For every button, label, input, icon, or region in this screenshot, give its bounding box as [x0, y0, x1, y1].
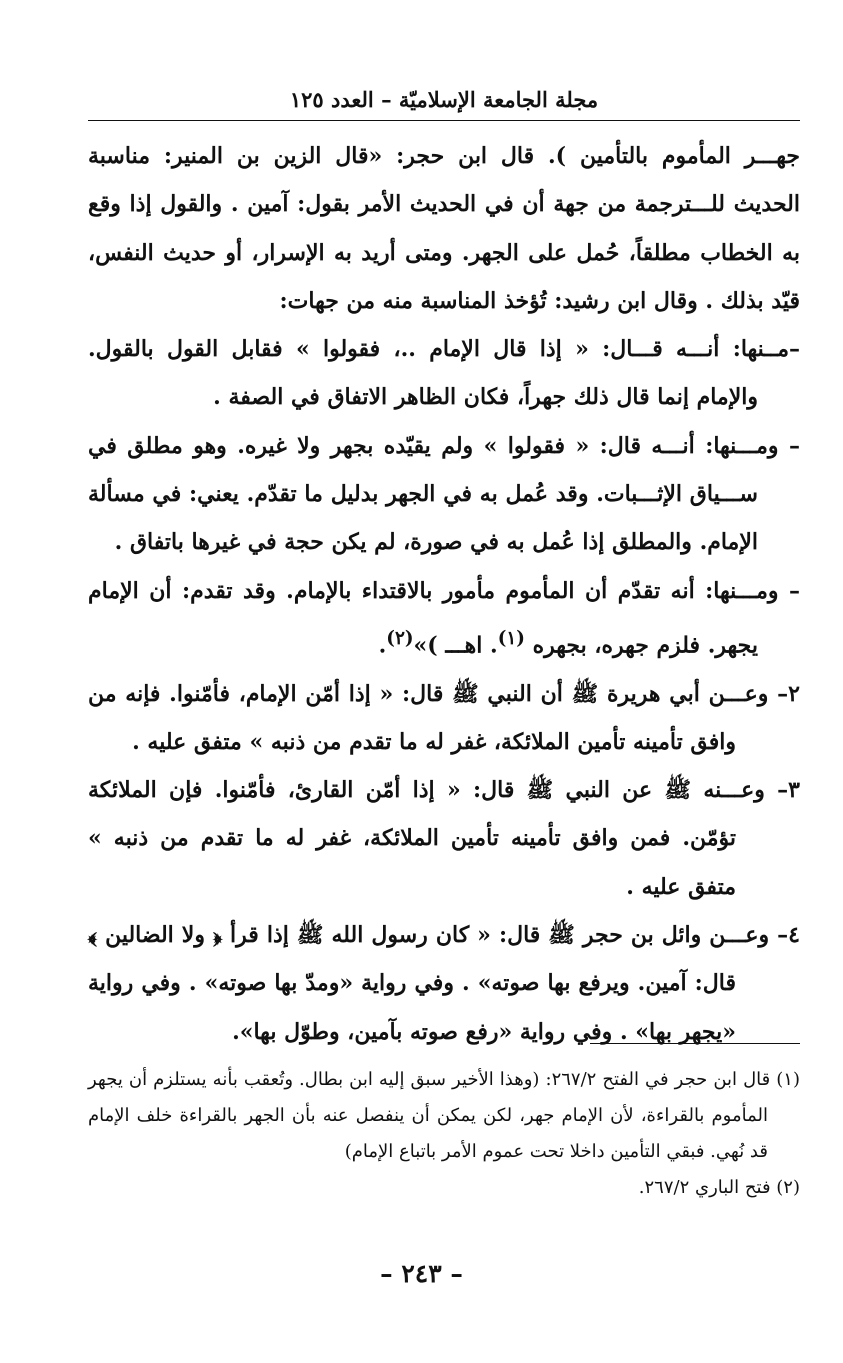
aspect-3-text: – ومـــنها: أنه تقدّم أن المأموم مأمور بالاقتداء بالإمام. وقد تقدم: أن الإمام يجهر. فلزم جهره، بجهره	[88, 577, 800, 659]
footnote-1: (١) قال ابن حجر في الفتح ٢٦٧/٢: (وهذا الأخير سبق إليه ابن بطال. وتُعقب بأنه يستلزم أن يجهر المأموم بالقراءة، لأن الإمام جهر، لكن يمكن أن ينفصل عنه بأن الجهر بالقراءة خلف الإمام قد نُهي. فبقي التأمين داخلا تحت عموم الأمر باتباع الإمام)	[88, 1069, 800, 1162]
running-header: مجلة الجامعة الإسلاميّة – العدد ١٢٥	[289, 87, 599, 112]
footnote-2: (٢) فتح الباري ٢٦٧/٢.	[638, 1177, 800, 1198]
footnote-ref-2: (٢)	[386, 627, 414, 649]
footnotes	[88, 1062, 800, 1206]
hadith-2: ٢– وعـــن أبي هريرة ﷺ أن النبي ﷺ قال: « إذا أمّن الإمام، فأمّنوا. فإنه من وافق تأمينه تأمين الملائكة، غفر له ما تقدم من ذنبه » متفق عليه .	[88, 680, 800, 755]
footnote-divider	[590, 1043, 800, 1044]
main-body	[88, 132, 800, 1056]
hadith-3: ٣– وعـــنه ﷺ عن النبي ﷺ قال: « إذا أمّن القارئ، فأمّنوا. فإن الملائكة تؤمّن. فمن وافق تأمينه تأمين الملائكة، غفر له ما تقدم من ذنبه » متفق عليه .	[88, 777, 800, 900]
intro-paragraph: جهـــر المأموم بالتأمين ). قال ابن حجر: «قال الزين بن المنير: مناسبة الحديث للـــترجمة من جهة أن في الحديث الأمر بقول: آمين . والقول إذا وقع به الخطاب مطلقاً، حُمل على الجهر. ومتى أريد به الإسرار، أو حديث النفس، قيّد بذلك . وقال ابن رشيد: تُؤخذ المناسبة منه من جهات:	[88, 143, 800, 314]
aspect-paragraph-1: –مــنها: أنـــه قـــال: « إذا قال الإمام ..، فقولوا » فقابل القول بالقول. والإمام إنما قال ذلك جهراً، فكان الظاهر الاتفاق في الصفة .	[88, 336, 800, 411]
hadith-4: ٤– وعـــن وائل بن حجر ﷺ قال: « كان رسول الله ﷺ إذا قرأ ﴿ ولا الضالين ﴾ قال: آمين. ويرفع بها صوته» . وفي رواية «ومدّ بها صوته» . وفي رواية «يجهر بها» . وفي رواية «رفع صوته بآمين، وطوّل بها».	[88, 922, 800, 1045]
aspect-3-period: .	[378, 632, 387, 659]
aspect-paragraph-3	[88, 567, 800, 670]
page-number: – ٢٤٣ –	[380, 1259, 463, 1288]
header-divider	[88, 120, 800, 121]
footnote-ref-1: (١)	[497, 627, 525, 649]
aspect-paragraph-2: – ومـــنها: أنـــه قال: « فقولوا » ولم يقيّده بجهر ولا غيره. وهو مطلق في ســـياق الإثـــبات. وقد عُمل به في الجهر بدليل ما تقدّم. يعني: في مسألة الإمام. والمطلق إذا عُمل به في صورة، لم يكن حجة في غيرها باتفاق .	[88, 432, 800, 556]
aspect-3-closing: . اهـــ )»	[413, 632, 498, 659]
